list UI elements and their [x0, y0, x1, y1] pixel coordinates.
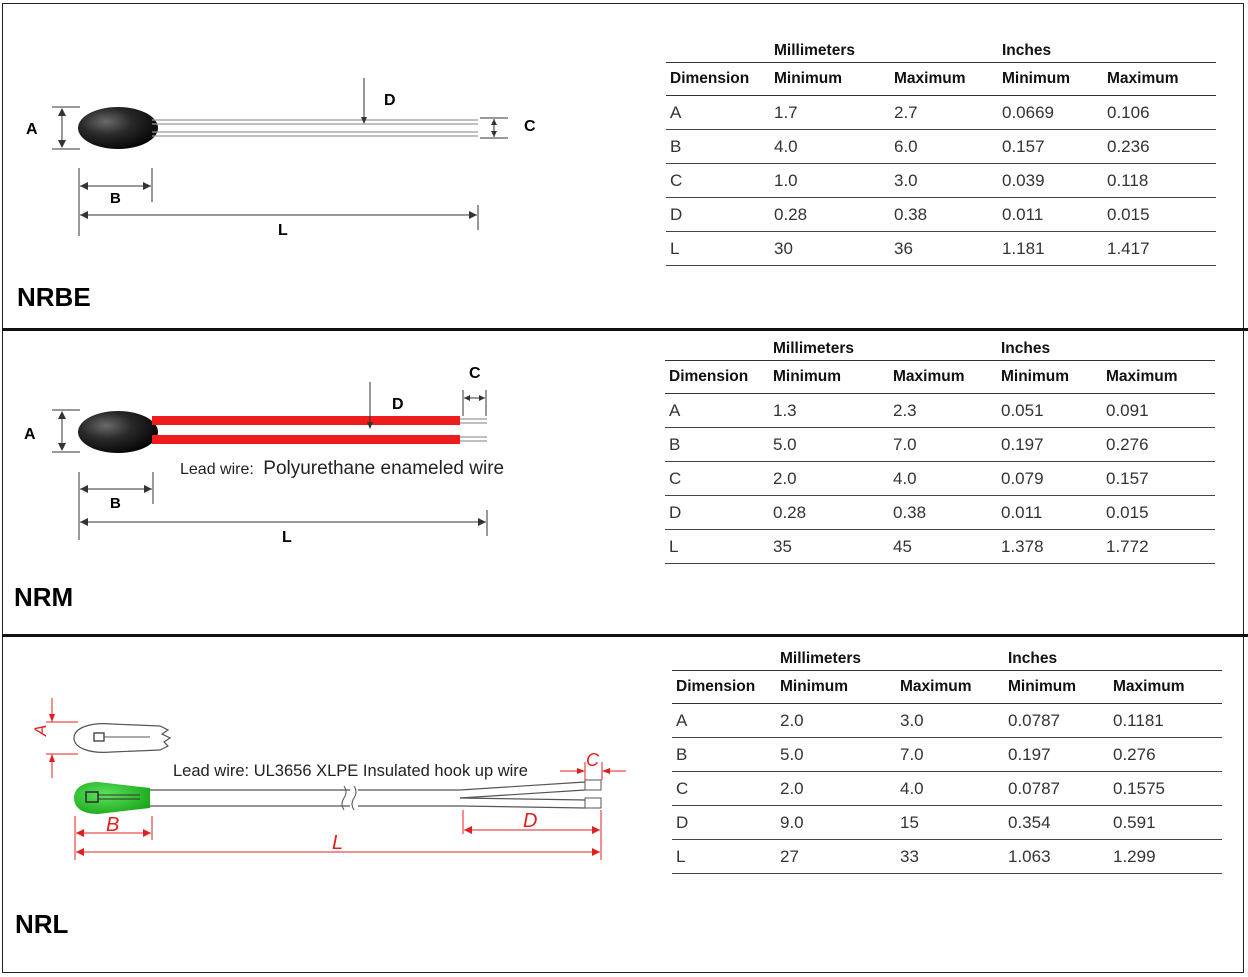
cell-in-min: 1.063 [1004, 840, 1109, 874]
col-header-dimension: Dimension [666, 63, 770, 96]
cell-mm-max: 4.0 [889, 462, 997, 496]
cell-in-min: 0.0787 [1004, 704, 1109, 738]
cell-in-max: 0.591 [1109, 806, 1222, 840]
lead-wire-note: Lead wire: UL3656 XLPE Insulated hook up wire [173, 762, 528, 780]
cell-in-max: 0.1181 [1109, 704, 1222, 738]
col-header-in-min: Minimum [998, 63, 1103, 96]
cell-dim: D [666, 198, 770, 232]
cell-mm-min: 2.0 [769, 462, 889, 496]
dim-label-b: B [110, 190, 121, 207]
model-label-nrbe: NRBE [17, 282, 91, 312]
group-header-mm: Millimeters [776, 642, 1004, 671]
nrl-diagram [0, 638, 640, 968]
col-header-in-min: Minimum [1004, 671, 1109, 704]
cell-mm-min: 35 [769, 530, 889, 564]
cell-mm-max: 4.0 [896, 772, 1004, 806]
table-group-spacer [666, 34, 770, 63]
table-row [665, 462, 1215, 496]
cell-mm-min: 4.0 [770, 130, 890, 164]
cell-mm-max: 7.0 [896, 738, 1004, 772]
cell-mm-max: 3.0 [896, 704, 1004, 738]
cell-mm-max: 6.0 [890, 130, 998, 164]
cell-dim: A [666, 96, 770, 130]
table-row [666, 198, 1216, 232]
table-row [672, 840, 1222, 874]
cell-mm-min: 1.0 [770, 164, 890, 198]
cell-mm-max: 0.38 [889, 496, 997, 530]
col-header-in-max: Maximum [1102, 361, 1215, 394]
col-header-mm-max: Maximum [896, 671, 1004, 704]
cell-in-max: 0.157 [1102, 462, 1215, 496]
model-label-nrl: NRL [15, 909, 69, 939]
thermistor-bead-icon [78, 411, 158, 453]
dim-label-a: A [31, 724, 50, 736]
table-row [666, 130, 1216, 164]
cell-mm-min: 5.0 [769, 428, 889, 462]
cell-in-min: 0.079 [997, 462, 1102, 496]
dim-label-a: A [24, 426, 36, 443]
cell-in-max: 1.299 [1109, 840, 1222, 874]
cell-dim: B [666, 130, 770, 164]
col-header-mm-min: Minimum [769, 361, 889, 394]
cell-mm-min: 5.0 [776, 738, 896, 772]
nrm-dimension-table [665, 332, 1215, 564]
cell-in-max: 0.015 [1102, 496, 1215, 530]
cell-dim: L [672, 840, 776, 874]
table-row [672, 806, 1222, 840]
group-header-mm: Millimeters [770, 34, 998, 63]
cell-in-min: 0.0787 [1004, 772, 1109, 806]
cell-in-min: 0.197 [997, 428, 1102, 462]
cell-dim: D [665, 496, 769, 530]
table-row [666, 232, 1216, 266]
group-header-in: Inches [998, 34, 1216, 63]
cell-in-max: 0.236 [1103, 130, 1216, 164]
col-header-mm-min: Minimum [770, 63, 890, 96]
table-row [666, 164, 1216, 198]
cell-mm-min: 2.0 [776, 772, 896, 806]
model-label-nrm: NRM [14, 582, 74, 612]
dim-label-l: L [332, 832, 344, 854]
dim-label-d: D [523, 810, 538, 832]
cell-mm-min: 0.28 [769, 496, 889, 530]
cell-mm-min: 27 [776, 840, 896, 874]
cell-mm-min: 30 [770, 232, 890, 266]
cell-in-min: 0.197 [1004, 738, 1109, 772]
cell-mm-max: 2.3 [889, 394, 997, 428]
group-header-in: Inches [997, 332, 1215, 361]
col-header-mm-max: Maximum [889, 361, 997, 394]
cell-in-max: 0.276 [1109, 738, 1222, 772]
col-header-in-max: Maximum [1109, 671, 1222, 704]
cell-dim: D [672, 806, 776, 840]
cell-dim: L [665, 530, 769, 564]
dim-label-b: B [106, 814, 120, 836]
section-divider [2, 634, 1248, 637]
col-header-in-max: Maximum [1103, 63, 1216, 96]
lead-wire-text: Polyurethane enameled wire [263, 458, 505, 479]
table-row [665, 530, 1215, 564]
cell-in-max: 0.091 [1102, 394, 1215, 428]
nrbe-dimension-table [666, 34, 1216, 266]
cell-in-min: 1.181 [998, 232, 1103, 266]
table-row [666, 96, 1216, 130]
col-header-in-min: Minimum [997, 361, 1102, 394]
group-header-in: Inches [1004, 642, 1222, 671]
group-header-mm: Millimeters [769, 332, 997, 361]
table-group-spacer [672, 642, 776, 671]
cell-mm-max: 0.38 [890, 198, 998, 232]
cell-in-max: 1.772 [1102, 530, 1215, 564]
dim-label-b: B [110, 495, 121, 512]
dim-label-l: L [278, 222, 288, 239]
table-row [672, 704, 1222, 738]
cell-in-min: 0.039 [998, 164, 1103, 198]
cell-dim: C [672, 772, 776, 806]
cell-dim: B [672, 738, 776, 772]
cell-mm-min: 2.0 [776, 704, 896, 738]
cell-dim: A [665, 394, 769, 428]
cell-in-min: 0.157 [998, 130, 1103, 164]
cell-mm-min: 1.7 [770, 96, 890, 130]
cell-in-min: 0.011 [997, 496, 1102, 530]
cell-mm-max: 3.0 [890, 164, 998, 198]
cell-in-min: 0.051 [997, 394, 1102, 428]
cell-in-min: 1.378 [997, 530, 1102, 564]
cell-in-min: 0.354 [1004, 806, 1109, 840]
cell-mm-min: 9.0 [776, 806, 896, 840]
dim-label-c: C [524, 118, 536, 135]
cell-in-max: 0.106 [1103, 96, 1216, 130]
cell-mm-min: 0.28 [770, 198, 890, 232]
cell-mm-max: 45 [889, 530, 997, 564]
cell-mm-max: 7.0 [889, 428, 997, 462]
cell-in-min: 0.0669 [998, 96, 1103, 130]
dim-label-d: D [392, 396, 404, 413]
table-row [672, 772, 1222, 806]
cell-in-max: 0.015 [1103, 198, 1216, 232]
table-row [672, 738, 1222, 772]
col-header-mm-min: Minimum [776, 671, 896, 704]
col-header-dimension: Dimension [672, 671, 776, 704]
col-header-dimension: Dimension [665, 361, 769, 394]
lead-wire-prefix: Lead wire: [180, 461, 254, 478]
table-row [665, 428, 1215, 462]
dim-label-c: C [586, 750, 599, 770]
table-group-spacer [665, 332, 769, 361]
cell-dim: B [665, 428, 769, 462]
cell-in-min: 0.011 [998, 198, 1103, 232]
cell-mm-max: 33 [896, 840, 1004, 874]
dim-label-c: C [469, 365, 481, 382]
col-header-mm-max: Maximum [890, 63, 998, 96]
thermistor-bead-icon [78, 107, 158, 149]
dim-label-l: L [282, 529, 292, 546]
cell-mm-max: 36 [890, 232, 998, 266]
cell-dim: C [666, 164, 770, 198]
cell-in-max: 0.1575 [1109, 772, 1222, 806]
nrl-dimension-table [672, 642, 1222, 874]
lead-wire-note [180, 458, 504, 479]
cell-dim: L [666, 232, 770, 266]
dim-label-a: A [26, 121, 38, 138]
nrm-diagram [0, 332, 560, 632]
cell-dim: C [665, 462, 769, 496]
cell-dim: A [672, 704, 776, 738]
cell-in-max: 0.276 [1102, 428, 1215, 462]
nrbe-diagram [0, 0, 560, 330]
cell-in-max: 1.417 [1103, 232, 1216, 266]
cell-mm-max: 15 [896, 806, 1004, 840]
cell-mm-min: 1.3 [769, 394, 889, 428]
dim-label-d: D [384, 92, 396, 109]
table-row [665, 394, 1215, 428]
cell-in-max: 0.118 [1103, 164, 1216, 198]
cell-mm-max: 2.7 [890, 96, 998, 130]
table-row [665, 496, 1215, 530]
